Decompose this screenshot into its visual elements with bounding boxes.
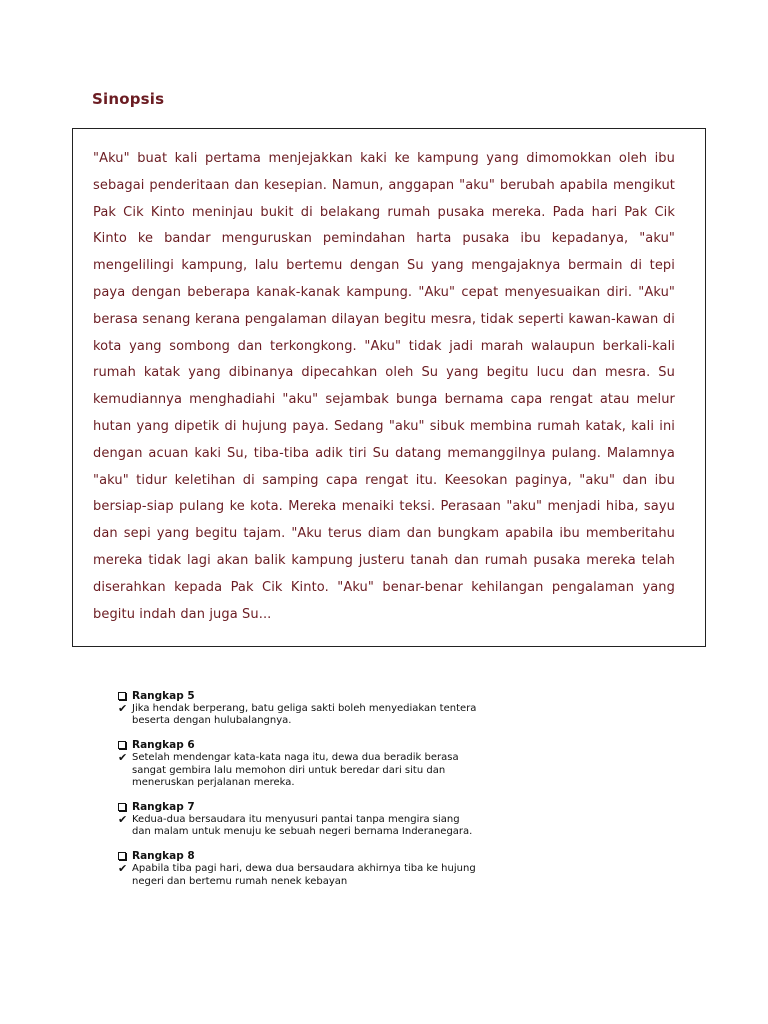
check-icon: ✔ (118, 813, 128, 827)
stanza-title-row (98, 688, 498, 703)
stanza-block (98, 688, 498, 727)
stanza-title: Rangkap 8 (132, 849, 195, 862)
checkbox-icon (118, 741, 126, 749)
stanza-body-row (98, 752, 498, 789)
stanza-text: Apabila tiba pagi hari, dewa dua bersaudara akhirnya tiba ke hujung negeri dan bertemu rumah nenek kebayan (132, 863, 476, 887)
check-icon: ✔ (118, 751, 128, 765)
check-icon: ✔ (118, 862, 128, 876)
stanza-text: Kedua-dua bersaudara itu menyusuri pantai tanpa mengira siang dan malam untuk menuju ke sebuah negeri bernama Inderanegara. (132, 814, 473, 838)
stanza-title: Rangkap 5 (132, 689, 195, 702)
section-heading: Sinopsis (92, 90, 165, 108)
stanza-body-row (98, 863, 498, 887)
stanza-text: Jika hendak berperang, batu geliga sakti boleh menyediakan tentera beserta dengan hulubalangnya. (132, 703, 477, 727)
synopsis-box (72, 128, 706, 647)
rangkap-image-panel (98, 688, 498, 960)
synopsis-text: "Aku" buat kali pertama menjejakkan kaki ke kampung yang dimomokkan oleh ibu sebagai penderitaan dan kesepian. Namun, anggapan "aku" berubah apabila mengikut Pak Cik Kinto meninjau bukit di belakang rumah pusaka mereka. Pada hari Pak Cik Kinto ke bandar menguruskan pemindahan harta pusaka ibu kepadanya, "aku" mengelilingi kampung, lalu bertemu dengan Su yang mengajaknya bermain di tepi paya dengan beberapa kanak-kanak kampung. "Aku" cepat menyesuaikan diri. "Aku" berasa senang kerana pengalaman dilayan begitu mesra, tidak seperti kawan-kawan di kota yang sombong dan terkongkong. "Aku" tidak jadi marah walaupun berkali-kali rumah katak yang dibinanya dipecahkan oleh Su yang begitu lucu dan mesra. Su kemudiannya menghadiahi "aku" sejambak bunga bernama capa rengat atau melur hutan yang dipetik di hujung paya. Sedang "aku" sibuk membina rumah katak, kali ini dengan acuan kaki Su, tiba-tiba adik tiri Su datang memanggilnya pulang. Malamnya "aku" tidur keletihan di samping capa rengat itu. Keesokan paginya, "aku" dan ibu bersiap-siap pulang ke kota. Mereka menaiki teksi. Perasaan "aku" menjadi hiba, sayu dan sepi yang begitu tajam. "Aku terus diam dan bungkam apabila ibu memberitahu mereka tidak lagi akan balik kampung justeru tanah dan rumah pusaka mereka telah diserahkan kepada Pak Cik Kinto. "Aku" benar-benar kehilangan pengalaman yang begitu indah dan juga Su... (93, 151, 675, 622)
stanza-title-row (98, 737, 498, 752)
stanza-text: Setelah mendengar kata-kata naga itu, dewa dua beradik berasa sangat gembira lalu memohon diri untuk beredar dari situ dan meneruskan perjalanan mereka. (132, 752, 459, 788)
stanza-title-row (98, 848, 498, 863)
checkbox-icon (118, 803, 126, 811)
stanza-title-row (98, 799, 498, 814)
check-icon: ✔ (118, 702, 128, 715)
checkbox-icon (118, 852, 126, 860)
checkbox-icon (118, 692, 126, 700)
stanza-block (98, 737, 498, 789)
stanza-body-row (98, 703, 498, 727)
stanza-body-row (98, 814, 498, 838)
stanza-block (98, 848, 498, 887)
stanza-title: Rangkap 6 (132, 738, 195, 751)
stanza-title: Rangkap 7 (132, 800, 195, 813)
stanza-block (98, 799, 498, 838)
